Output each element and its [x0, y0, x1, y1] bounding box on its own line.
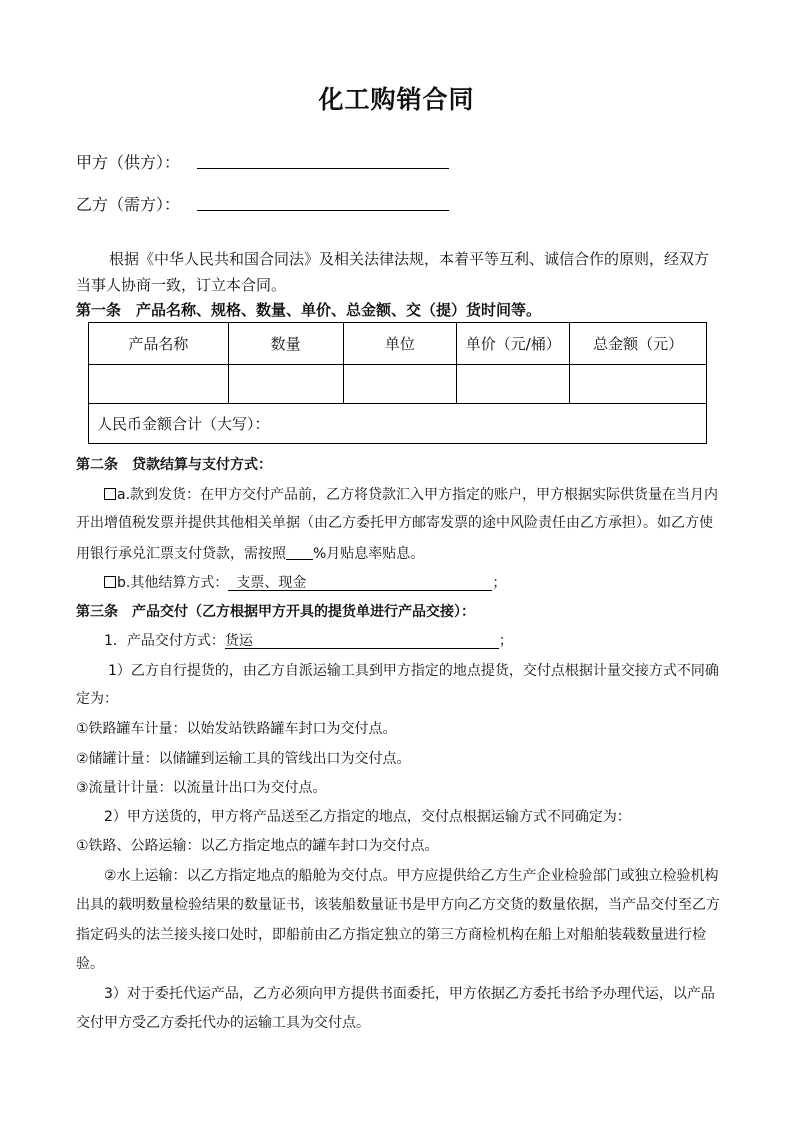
document-title: 化工购销合同	[318, 85, 475, 114]
option-a-line-3	[76, 546, 424, 561]
section-2-item-2-line-4: 验。	[76, 956, 104, 972]
section-2-item-1: ①铁路、公路运输：以乙方指定地点的罐车封口为交付点。	[76, 838, 439, 854]
option-a-line-3-pre: 用银行承兑汇票支付贷款，需按照	[76, 546, 286, 562]
section-1-item-2: ②储罐计量：以储罐到运输工具的管线出口为交付点。	[76, 751, 411, 767]
option-b-checkbox[interactable]	[104, 576, 116, 588]
section-1-line-1: 1）乙方自行提货的，由乙方自派运输工具到甲方指定的地点提货，交付点根据计量交接方式不同确	[108, 663, 719, 679]
cell-total-amount[interactable]	[570, 365, 707, 404]
party-a-blank[interactable]	[197, 168, 449, 169]
header-total-amount: 总金额（元）	[570, 323, 707, 365]
option-a-text: a.款到发货：在甲方交付产品前，乙方将贷款汇入甲方指定的账户，甲方根据实际供货量在当月内	[117, 487, 719, 503]
intro-paragraph: 根据《中华人民共和国合同法》及相关法律法规，本着平等互利、诚信合作的原则，经双方当事人协商一致，订立本合同。	[76, 250, 710, 294]
table-header-row	[89, 323, 707, 365]
option-a-line-1	[104, 488, 718, 502]
cell-quantity[interactable]	[228, 365, 343, 404]
section-2-item-2-line-3: 指定码头的法兰接头接口处时，即船前由乙方指定独立的第三方商检机构在船上对船舶装载数量进行检	[76, 927, 706, 943]
delivery-semicolon: ；	[498, 633, 513, 649]
article-2-heading: 第二条 贷款结算与支付方式：	[76, 457, 272, 473]
product-table	[88, 322, 707, 444]
option-b-semicolon: ；	[492, 575, 507, 591]
delivery-method-value[interactable]: 货运	[225, 634, 499, 649]
header-unit-price: 单价（元/桶）	[457, 323, 570, 365]
cell-product-name[interactable]	[89, 365, 229, 404]
section-2-item-2-line-1: ②水上运输：以乙方指定地点的船舱为交付点。甲方应提供给乙方生产企业检验部门或独立检验机构	[104, 868, 719, 884]
section-3-line-2: 交付甲方受乙方委托代办的运输工具为交付点。	[76, 1015, 370, 1031]
party-b-blank[interactable]	[197, 210, 449, 211]
article-1-heading: 第一条 产品名称、规格、数量、单价、总金额、交（提）货时间等。	[76, 301, 542, 319]
option-b-label: b.其他结算方式：	[117, 575, 229, 591]
section-1-item-3: ③流量计计量：以流量计出口为交付点。	[76, 780, 327, 796]
section-1-item-1: ①铁路罐车计量：以始发站铁路罐车封口为交付点。	[76, 721, 397, 737]
section-3-line-1: 3）对于委托代运产品，乙方必须向甲方提供书面委托，甲方依据乙方委托书给予办理代运，以产品	[104, 986, 715, 1002]
discount-rate-blank[interactable]	[286, 546, 313, 560]
header-unit: 单位	[343, 323, 457, 365]
option-a-line-3-post: %月贴息率贴息。	[313, 546, 425, 562]
header-product-name: 产品名称	[89, 323, 229, 365]
section-2-item-2-line-2: 出具的载明数量检验结果的数量证书，该装船数量证书是甲方向乙方交货的数量依据，当产品交付至乙方	[76, 897, 720, 913]
party-a-label: 甲方（供方）：	[76, 153, 181, 172]
option-b-value[interactable]: 支票、现金	[228, 576, 492, 591]
option-b-line	[104, 576, 506, 591]
option-a-checkbox[interactable]	[104, 488, 116, 500]
delivery-method-label: 1．产品交付方式：	[104, 633, 225, 649]
article-3-heading: 第三条 产品交付（乙方根据甲方开具的提货单进行产品交接）：	[76, 604, 475, 620]
cell-unit[interactable]	[343, 365, 457, 404]
table-row	[89, 365, 707, 404]
delivery-method-line	[104, 634, 513, 649]
header-quantity: 数量	[228, 323, 343, 365]
section-1-line-2: 定为：	[76, 691, 118, 707]
table-total-row	[89, 404, 707, 444]
cell-unit-price[interactable]	[457, 365, 570, 404]
option-a-line-2: 开出增值税发票并提供其他相关单据（由乙方委托甲方邮寄发票的途中风险责任由乙方承担）。如乙方使	[76, 515, 713, 531]
party-b-label: 乙方（需方）：	[76, 195, 181, 214]
total-rmb-label[interactable]: 人民币金额合计（大写）：	[89, 404, 707, 444]
section-2-line-1: 2）甲方送货的，甲方将产品送至乙方指定的地点，交付点根据运输方式不同确定为：	[104, 809, 631, 825]
